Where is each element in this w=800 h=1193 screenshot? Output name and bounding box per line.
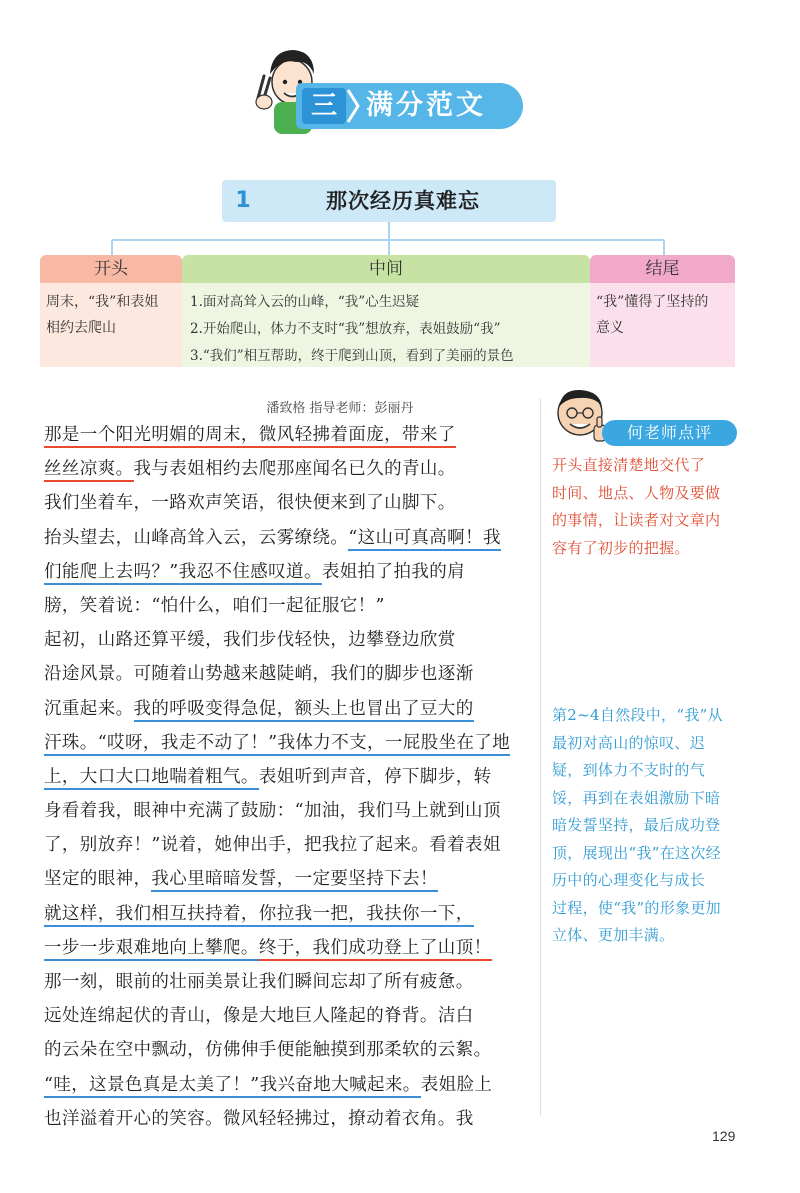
section-header	[252, 30, 532, 135]
comment-line: 第2~4自然段中，“我”从	[552, 706, 723, 724]
author-byline: 潘致格 指导老师：彭丽丹	[266, 401, 414, 416]
section-number: 三	[302, 88, 346, 124]
outline-end-line: 意义	[596, 320, 624, 336]
essay-line	[44, 418, 534, 452]
essay-line	[44, 1033, 534, 1067]
essay-text: 也洋溢着开心的笑容。微风轻轻拂过，撩动着衣角。我	[44, 1108, 474, 1129]
underlined-phrase: 们能爬上去吗？”我忍不住感叹道。	[44, 562, 322, 585]
outline-end-box	[590, 255, 735, 367]
essay-line	[44, 726, 534, 760]
comment-line: 顶，展现出“我”在这次经	[552, 843, 721, 862]
essay-line	[44, 486, 534, 520]
essay-text: 身看着我，眼神中充满了鼓励：“加油，我们马上就到山顶	[44, 801, 501, 822]
outline-start-line: 相约去爬山	[46, 320, 116, 336]
outline-end-line: “我”懂得了坚持的	[596, 294, 709, 310]
page-number: 129	[712, 1128, 736, 1144]
article-number: 1	[235, 188, 251, 213]
essay-text: 那一刻，眼前的壮丽美景让我们瞬间忘却了所有疲惫。	[44, 972, 474, 992]
chevron-right-icon	[346, 88, 360, 124]
essay-line	[44, 965, 534, 999]
underlined-phrase: 我的呼吸变得急促，额头上也冒出了豆大的	[134, 699, 474, 722]
essay-text: 远处连绵起伏的青山，像是大地巨人隆起的脊背。洁白	[44, 1006, 474, 1027]
outline-end-body	[590, 283, 735, 367]
essay-text: 沿途风景。可随着山势越来越陡峭，我们的脚步也逐渐	[44, 664, 474, 685]
comment-line: 最初对高山的惊叹、迟	[552, 733, 706, 752]
essay-text: 了，别放弃！”说着，她伸出手，把我拉了起来。看着表姐	[44, 835, 501, 856]
essay-text: 我与表姐相约去爬那座闻名已久的青山。	[133, 459, 456, 480]
essay-line	[44, 589, 534, 623]
teacher-comment-label: 何老师点评	[602, 420, 737, 446]
essay-text: 坚定的眼神，	[44, 869, 152, 890]
comment-line: 过程，使“我”的形象更加	[552, 898, 721, 917]
essay-text: 膀，笑着说：“怕什么，咱们一起征服它！”	[44, 595, 385, 616]
underlined-phrase: 上，大口大口地喘着粗气。	[44, 767, 259, 790]
comment-line: 馁，再到在表姐激励下暗	[552, 788, 721, 807]
underlined-phrase: 我心里暗暗发誓，一定要坚持下去！	[151, 869, 437, 892]
essay-line	[44, 862, 534, 896]
comment-opening	[552, 452, 720, 562]
essay-line	[44, 897, 534, 931]
essay-line	[44, 1102, 534, 1136]
essay-text: 表姐听到声音，停下脚步，转	[258, 766, 492, 787]
essay-line	[44, 760, 534, 794]
comment-line: 立体、更加丰满。	[552, 926, 675, 944]
comment-line: 开头直接清楚地交代了	[552, 456, 706, 474]
outline-middle-line: 3.“我们”相互帮助，终于爬到山顶，看到了美丽的景色	[190, 348, 514, 364]
essay-text: 表姐脸上	[420, 1074, 493, 1095]
underlined-phrase: 那是一个阳光明媚的周末，微风轻拂着面庞，带来了	[44, 425, 456, 448]
essay-line	[44, 794, 534, 828]
underlined-phrase: 终于，我们成功登上了山顶！	[259, 938, 492, 961]
essay-text: 我们坐着车，一路欢声笑语，很快便来到了山脚下。	[44, 493, 456, 514]
column-divider	[540, 398, 541, 1116]
comment-middle	[552, 702, 723, 950]
essay-body	[44, 418, 534, 1136]
underlined-phrase: “这山可真高啊！我	[348, 528, 501, 551]
outline-middle-line: 2.开始爬山，体力不支时“我”想放弃，表姐鼓励“我”	[190, 321, 501, 337]
comment-line: 暗发誓坚持，最后成功登	[552, 816, 721, 834]
essay-line	[44, 828, 534, 862]
article-title-bar	[222, 180, 556, 222]
essay-line	[44, 692, 534, 726]
comment-line: 容有了初步的把握。	[552, 538, 690, 557]
essay-line	[44, 555, 534, 589]
essay-text: 沉重起来。	[44, 698, 134, 719]
article-title: 那次经历真难忘	[326, 188, 480, 213]
outline-start-body	[40, 283, 182, 367]
essay-line	[44, 657, 534, 691]
outline-middle-box	[182, 255, 590, 367]
underlined-phrase: 就这样，我们相互扶持着，你拉我一把，我扶你一下，	[44, 904, 474, 927]
comment-line: 疑，到体力不支时的气	[552, 761, 706, 779]
section-title: 满分范文	[366, 90, 486, 121]
outline-start-line: 周末，“我”和表姐	[46, 294, 159, 310]
essay-line	[44, 521, 534, 555]
underlined-phrase: 一步一步艰难地向上攀爬。	[44, 938, 259, 961]
essay-line	[44, 623, 534, 657]
underlined-phrase: 汗珠。“哎呀，我走不动了！”我体力不支，一屁股坐在了地	[44, 733, 510, 756]
comment-line: 的事情，让读者对文章内	[552, 511, 721, 529]
outline-start-box	[40, 255, 182, 367]
outline-start-label: 开头	[40, 255, 182, 283]
essay-text: 的云朵在空中飘动，仿佛伸手便能触摸到那柔软的云絮。	[44, 1040, 492, 1061]
essay-text: 表姐拍了拍我的肩	[321, 561, 466, 582]
essay-line	[44, 1068, 534, 1102]
essay-line	[44, 931, 534, 965]
comment-line: 时间、地点、人物及要做	[552, 483, 721, 502]
underlined-phrase: 丝丝凉爽。	[44, 459, 134, 482]
essay-line	[44, 999, 534, 1033]
outline-middle-label: 中间	[182, 255, 590, 283]
comment-line: 历中的心理变化与成长	[552, 871, 706, 889]
essay-line	[44, 452, 534, 486]
outline-middle-body	[182, 283, 590, 367]
essay-text: 抬头望去，山峰高耸入云，云雾缭绕。	[44, 527, 349, 548]
underlined-phrase: “哇，这景色真是太美了！”我兴奋地大喊起来。	[44, 1075, 421, 1098]
outline-middle-line: 1.面对高耸入云的山峰，“我”心生迟疑	[190, 294, 420, 310]
outline-end-label: 结尾	[590, 255, 735, 283]
essay-text: 起初，山路还算平缓，我们步伐轻快，边攀登边欣赏	[44, 630, 456, 651]
